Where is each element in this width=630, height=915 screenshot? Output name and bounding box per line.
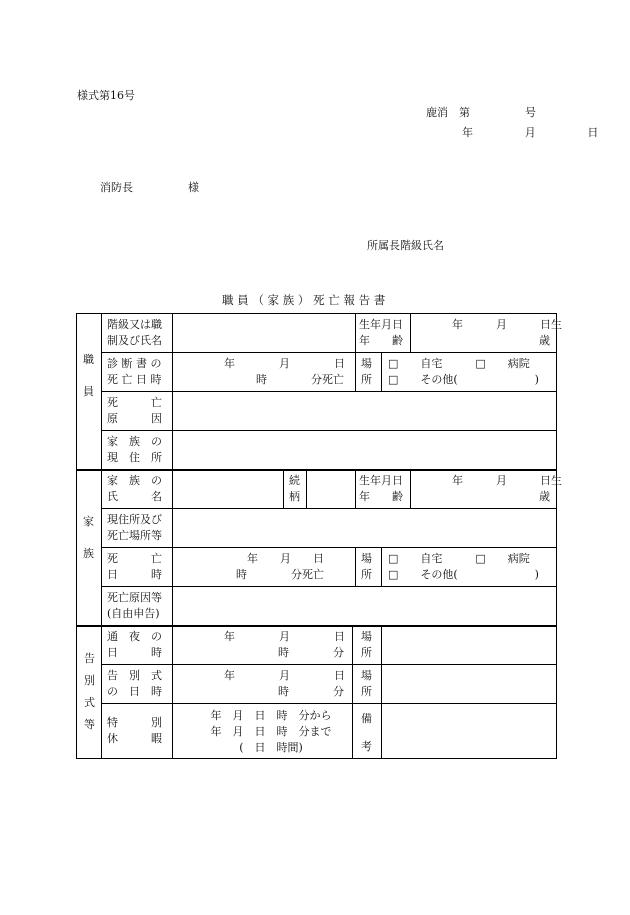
family-address-label: 現住所及び 死亡場所等 (107, 513, 162, 542)
form-number: 様式第16号 (77, 89, 135, 102)
family-death-datetime-value: 年 月 日 時 分死亡 (236, 552, 324, 581)
section-staff-label: 職 員 (83, 353, 94, 398)
ceremony-place-label: 場 所 (361, 669, 372, 698)
staff-family-address-label: 家 族 の 現 住 所 (107, 435, 162, 464)
staff-certificate-datetime-label: 診 断 書 の 死 亡 日 時 (107, 357, 162, 386)
wake-datetime-label: 通 夜 の 日 時 (107, 630, 162, 659)
family-name-label: 家 族 の 氏 名 (107, 474, 162, 503)
sender: 所属長階級氏名 (367, 239, 444, 252)
addressee: 消防長 様 (100, 181, 199, 194)
staff-place-options[interactable]: □ 自宅 □ 病院 □ その他( ) (388, 357, 539, 386)
special-leave-value: 年 月 日 時 分から 年 月 日 時 分まで ( 日 時間) (210, 709, 332, 754)
family-death-cause-label: 死亡原因等 (自由申告) (107, 591, 162, 620)
staff-certificate-datetime-value: 年 月 日 時 分死亡 (224, 357, 345, 386)
section-family-label: 家 族 (83, 515, 94, 560)
staff-rank-name-label: 階級又は職 制及び氏名 (107, 318, 162, 347)
remarks-label: 備 考 (361, 712, 372, 753)
family-place-options[interactable]: □ 自宅 □ 病院 □ その他( ) (388, 552, 539, 581)
staff-birth-age-label: 生年月日 年 齢 (359, 318, 403, 347)
ceremony-datetime-label: 告 別 式 の 日 時 (107, 669, 162, 698)
staff-place-label: 場 所 (361, 357, 372, 386)
staff-death-cause-label: 死 亡 原 因 (107, 396, 162, 425)
document-number: 鹿消 第 号 (426, 106, 536, 119)
family-relation-label: 続 柄 (289, 474, 300, 503)
family-death-datetime-label: 死 亡 日 時 (107, 552, 162, 581)
special-leave-label: 特 別 休 暇 (107, 716, 162, 745)
family-birth-age-label: 生年月日 年 齢 (359, 474, 403, 503)
family-birth-age-value: 年 月 日生 歳 (452, 474, 562, 503)
wake-datetime-value: 年 月 日 時 分 (224, 630, 345, 659)
document-date: 年 月 日 (462, 126, 609, 139)
page-title: 職員（家族）死亡報告書 (222, 293, 389, 307)
staff-birth-age-value: 年 月 日生 歳 (452, 318, 562, 347)
family-place-label: 場 所 (361, 552, 372, 581)
wake-place-label: 場 所 (361, 630, 372, 659)
ceremony-datetime-value: 年 月 日 時 分 (224, 669, 345, 698)
section-funeral-label: 告 別 式 等 (84, 652, 95, 731)
